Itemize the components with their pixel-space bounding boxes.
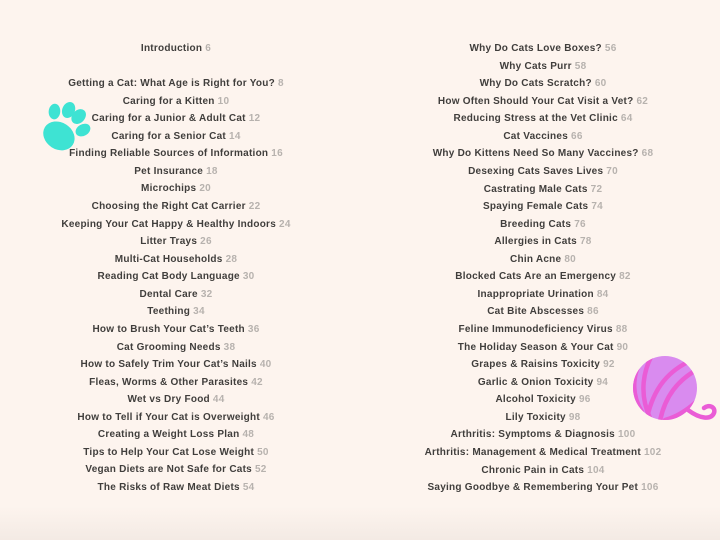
toc-entry-title: Desexing Cats Saves Lives (468, 165, 604, 177)
toc-entry (36, 93, 316, 111)
toc-entry (403, 409, 683, 427)
toc-entry (36, 128, 316, 146)
toc-entry-page-number: 46 (262, 411, 275, 423)
toc-entry (403, 303, 683, 321)
toc-entry-page-number: 104 (587, 464, 605, 476)
toc-entry (403, 75, 683, 93)
toc-entry-page-number: 8 (277, 78, 284, 90)
toc-entry (36, 426, 316, 444)
toc-entry-page-number: 54 (242, 482, 255, 494)
toc-entry-title: Dental Care (139, 288, 198, 300)
toc-entry (403, 93, 683, 111)
toc-entry-title: Pet Insurance (134, 165, 204, 177)
toc-left-column (36, 40, 316, 497)
toc-entry-title: Teething (147, 306, 191, 318)
toc-entry-title: How to Brush Your Cat’s Teeth (92, 323, 245, 335)
toc-entry-page-number: 10 (217, 95, 230, 107)
toc-entry (403, 163, 683, 181)
toc-entry (403, 216, 683, 234)
toc-entry (36, 339, 316, 357)
toc-entry-title: Cat Vaccines (503, 130, 569, 142)
toc-entry-page-number: 32 (200, 288, 213, 300)
toc-entry-title: The Holiday Season & Your Cat (457, 341, 614, 353)
toc-entry (403, 181, 683, 199)
toc-entry-page-number: 38 (223, 341, 236, 353)
toc-entry (36, 163, 316, 181)
toc-entry-page-number: 20 (199, 183, 211, 195)
toc-entry-page-number: 68 (641, 148, 654, 160)
toc-entry-title: How Often Should Your Cat Visit a Vet? (437, 95, 634, 107)
toc-entry (36, 216, 316, 234)
toc-entry (36, 374, 316, 392)
toc-entry (36, 251, 316, 269)
toc-entry (36, 286, 316, 304)
toc-entry (403, 444, 683, 462)
toc-entry (36, 198, 316, 216)
toc-entry-page-number: 60 (594, 78, 607, 90)
toc-entry-page-number: 72 (590, 183, 603, 195)
toc-entry-page-number: 22 (248, 201, 261, 213)
toc-entry-title: Keeping Your Cat Happy & Healthy Indoors (61, 218, 277, 230)
toc-entry-page-number: 16 (271, 148, 283, 160)
toc-entry-page-number: 80 (564, 253, 576, 265)
toc-entry-title: Arthritis: Symptoms & Diagnosis (450, 429, 615, 441)
toc-entry-title: Chronic Pain in Cats (481, 464, 585, 476)
toc-entry-page-number: 42 (251, 376, 263, 388)
toc-entry-page-number: 100 (618, 429, 636, 441)
toc-entry-page-number: 30 (242, 271, 255, 283)
toc-entry (36, 180, 316, 198)
toc-entry-title: Garlic & Onion Toxicity (477, 376, 594, 388)
toc-entry-title: Castrating Male Cats (483, 183, 588, 195)
toc-entry-title: Fleas, Worms & Other Parasites (89, 376, 249, 388)
toc-right-column (403, 40, 683, 497)
toc-entry-title: Caring for a Kitten (122, 95, 215, 107)
toc-entry (403, 110, 683, 128)
toc-entry (36, 75, 316, 93)
toc-entry-title: Multi-Cat Households (114, 253, 223, 265)
toc-entry (36, 40, 316, 58)
toc-entry-title: Finding Reliable Sources of Information (69, 148, 269, 160)
toc-entry (403, 198, 683, 216)
toc-entry-page-number: 28 (225, 253, 238, 265)
toc-entry (403, 426, 683, 444)
toc-entry (36, 268, 316, 286)
toc-entry (36, 479, 316, 497)
toc-entry-title: Why Do Kittens Need So Many Vaccines? (432, 148, 639, 160)
toc-entry-title: Reducing Stress at the Vet Clinic (453, 113, 618, 125)
toc-entry-title: Tips to Help Your Cat Lose Weight (83, 446, 255, 458)
toc-entry-page-number: 74 (591, 201, 603, 213)
toc-entry-page-number: 36 (247, 323, 260, 335)
toc-entry-page-number: 18 (206, 165, 218, 177)
toc-entry-title: Allergies in Cats (494, 236, 577, 248)
toc-entry (36, 461, 316, 479)
toc-entry-title: Creating a Weight Loss Plan (97, 429, 240, 441)
toc-entry-page-number: 64 (620, 113, 633, 125)
toc-entry (403, 251, 683, 269)
toc-entry (403, 268, 683, 286)
toc-entry (403, 58, 683, 76)
toc-entry-title: Arthritis: Management & Medical Treatment (424, 446, 641, 458)
toc-entry-title: Saying Goodbye & Remembering Your Pet (427, 482, 639, 494)
toc-entry-title: Why Do Cats Love Boxes? (469, 43, 602, 54)
toc-entry-title: Grapes & Raisins Toxicity (471, 359, 601, 371)
toc-entry-page-number: 106 (641, 482, 659, 494)
toc-entry-page-number: 92 (603, 359, 615, 371)
toc-entry-title: Litter Trays (140, 236, 198, 248)
toc-entry-page-number: 78 (579, 236, 592, 248)
toc-entry-title: Vegan Diets are Not Safe for Cats (85, 464, 252, 476)
toc-entry-title: Cat Bite Abscesses (487, 306, 585, 318)
toc-entry-page-number: 94 (596, 376, 609, 388)
toc-entry-page-number: 76 (574, 218, 586, 230)
toc-entry-title: Breeding Cats (500, 218, 572, 230)
toc-entry-page-number: 44 (212, 394, 225, 406)
toc-entry (403, 391, 683, 409)
toc-entry-title: Feline Immunodeficiency Virus (458, 324, 613, 335)
toc-entry-title: Caring for a Senior Cat (111, 130, 227, 142)
toc-entry (36, 321, 316, 339)
toc-entry (403, 356, 683, 374)
toc-entry-page-number: 6 (205, 43, 212, 54)
toc-entry-title: The Risks of Raw Meat Diets (97, 482, 240, 494)
toc-entry-page-number: 88 (615, 324, 628, 335)
toc-entry (36, 233, 316, 251)
toc-entry-title: How to Tell if Your Cat is Overweight (77, 411, 260, 423)
toc-entry-page-number: 40 (259, 359, 272, 371)
toc-entry (36, 145, 316, 163)
toc-entry (36, 444, 316, 462)
toc-entry-title: Inappropriate Urination (477, 288, 594, 300)
toc-entry (36, 409, 316, 427)
toc-entry-page-number: 90 (616, 341, 629, 353)
toc-entry (36, 356, 316, 374)
toc-entry-title: Getting a Cat: What Age is Right for You? (68, 78, 275, 90)
toc-entry-title: Reading Cat Body Language (97, 271, 240, 283)
toc-entry (403, 286, 683, 304)
toc-entry-page-number: 50 (257, 446, 269, 458)
toc-entry-page-number: 70 (606, 165, 618, 177)
toc-entry-page-number: 24 (279, 218, 291, 230)
toc-entry-title: Introduction (140, 43, 203, 54)
toc-entry-page-number: 26 (200, 236, 212, 248)
toc-entry-page-number: 58 (574, 60, 587, 72)
toc-entry (36, 303, 316, 321)
toc-entry (36, 110, 316, 128)
toc-entry-title: Blocked Cats Are an Emergency (455, 271, 617, 283)
toc-entry-page-number: 34 (193, 306, 205, 318)
toc-entry (403, 40, 683, 58)
toc-entry (403, 233, 683, 251)
toc-entry-title: Spaying Female Cats (483, 201, 589, 213)
toc-entry (403, 462, 683, 480)
toc-entry-title: Cat Grooming Needs (116, 341, 221, 353)
toc-entry-title: Choosing the Right Cat Carrier (91, 201, 246, 213)
toc-entry-page-number: 66 (571, 130, 583, 142)
toc-entry-page-number: 56 (604, 43, 617, 54)
toc-entry-title: Wet vs Dry Food (127, 394, 210, 406)
toc-entry-page-number: 86 (587, 306, 599, 318)
toc-entry (36, 391, 316, 409)
toc-entry-title: Microchips (141, 183, 197, 195)
toc-entry-page-number: 52 (255, 464, 267, 476)
toc-entry (403, 479, 683, 497)
toc-entry-title: Chin Acne (510, 253, 562, 265)
page-bottom-shadow (0, 506, 720, 540)
toc-entry (403, 339, 683, 357)
toc-entry-page-number: 12 (248, 113, 261, 125)
toc-entry-title: Alcohol Toxicity (495, 394, 576, 406)
toc-entry-page-number: 102 (643, 446, 662, 458)
toc-entry (403, 374, 683, 392)
toc-entry-title: Lily Toxicity (505, 411, 566, 423)
toc-entry-title: How to Safely Trim Your Cat’s Nails (80, 359, 257, 371)
toc-entry (403, 128, 683, 146)
toc-entry-page-number: 98 (568, 411, 581, 423)
toc-entry-title: Caring for a Junior & Adult Cat (91, 113, 246, 125)
toc-entry-page-number: 82 (619, 271, 631, 283)
toc-entry-page-number: 14 (229, 130, 241, 142)
toc-entry (403, 321, 683, 339)
toc-entry-page-number: 96 (578, 394, 591, 406)
toc-entry-page-number: 84 (596, 288, 609, 300)
toc-entry-page-number: 62 (636, 95, 649, 107)
toc-entry-title: Why Cats Purr (499, 60, 572, 72)
toc-entry-page-number: 48 (242, 429, 255, 441)
toc-entry-title: Why Do Cats Scratch? (479, 78, 592, 90)
toc-entry (403, 145, 683, 163)
